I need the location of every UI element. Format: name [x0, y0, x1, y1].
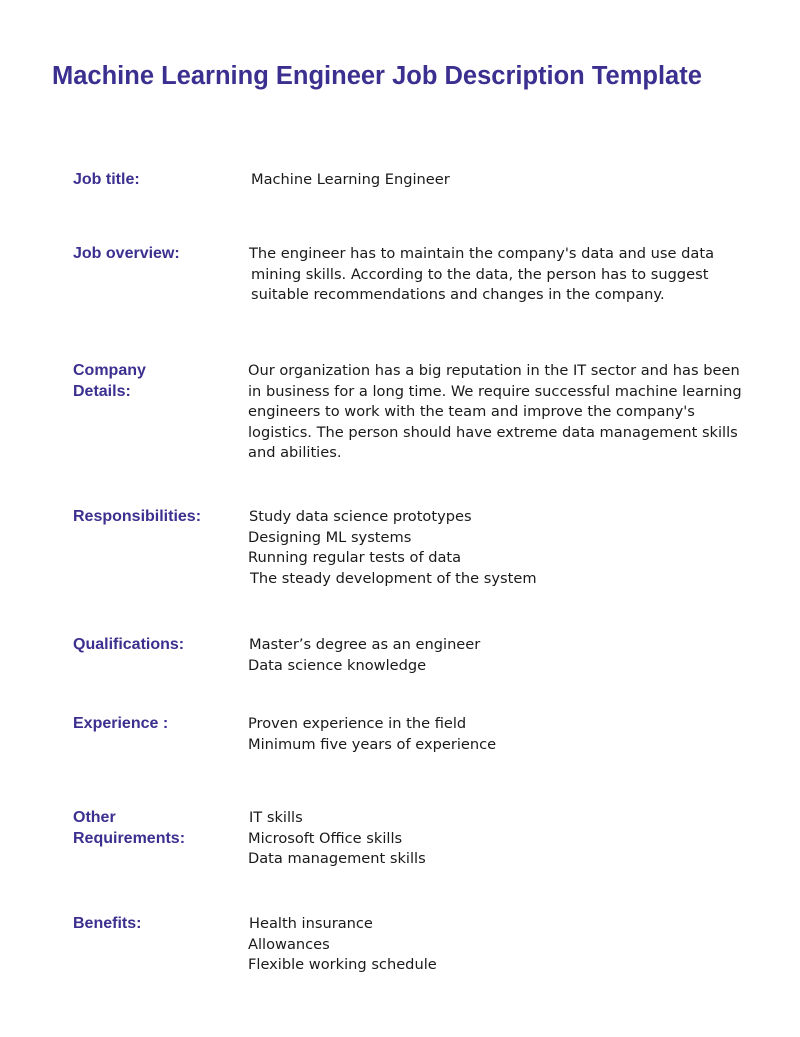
other-requirements-label-line: Other: [73, 809, 116, 826]
benefits-list: [248, 914, 748, 976]
list-item: Flexible working schedule: [248, 956, 437, 973]
job-overview-label: Job overview:: [73, 245, 180, 262]
list-item: Designing ML systems: [248, 528, 412, 546]
list-item: Allowances: [248, 935, 330, 953]
job-overview-line: suitable recommendations and changes in the company.: [251, 286, 665, 303]
experience-list: [248, 714, 748, 755]
responsibilities-content: [248, 507, 748, 589]
job-title-value: Machine Learning Engineer: [251, 171, 450, 188]
responsibilities-label: Responsibilities:: [73, 508, 202, 525]
benefits-label: Benefits:: [73, 915, 142, 932]
list-item: Study data science prototypes: [249, 508, 472, 525]
page-title: Machine Learning Engineer Job Description Template: [52, 62, 702, 90]
list-item: Proven experience in the field: [248, 715, 467, 732]
list-item: Minimum five years of experience: [248, 735, 497, 753]
list-item: Microsoft Office skills: [248, 829, 403, 847]
benefits-content: [248, 914, 748, 976]
job-overview-line: mining skills. According to the data, the person has to suggest: [251, 265, 709, 283]
company-details-line: engineers to work with the team and improve the company's: [248, 403, 695, 420]
company-details-label-line: Company: [73, 362, 146, 379]
other-requirements-label-line: Requirements:: [73, 829, 186, 847]
company-details-line: in business for a long time. We require successful machine learning: [248, 382, 742, 400]
job-title-content: [248, 170, 748, 191]
company-details-label-line: Details:: [73, 382, 131, 400]
qualifications-content: [248, 635, 748, 676]
company-details-line: and abilities.: [248, 444, 342, 461]
list-item: The steady development of the system: [250, 569, 537, 587]
responsibilities-list: [248, 507, 748, 589]
list-item: Health insurance: [249, 915, 373, 932]
list-item: Data management skills: [248, 850, 426, 867]
company-details-line: Our organization has a big reputation in the IT sector and has been: [248, 362, 740, 379]
experience-label: Experience :: [73, 715, 169, 732]
list-item: Running regular tests of data: [248, 549, 462, 566]
other-requirements-list: [248, 808, 748, 870]
job-overview-content: [248, 244, 748, 306]
experience-content: [248, 714, 748, 755]
company-details-content: [248, 361, 748, 464]
company-details-label: [73, 361, 146, 402]
other-requirements-label: [73, 808, 185, 849]
list-item: Data science knowledge: [248, 656, 427, 674]
list-item: IT skills: [249, 809, 303, 826]
company-details-line: logistics. The person should have extreme data management skills: [248, 423, 738, 441]
other-requirements-content: [248, 808, 748, 870]
qualifications-label: Qualifications:: [73, 636, 185, 653]
job-title-label: Job title:: [73, 171, 140, 188]
job-overview-line: The engineer has to maintain the company's data and use data: [249, 245, 715, 262]
list-item: Master’s degree as an engineer: [249, 636, 481, 653]
qualifications-list: [248, 635, 748, 676]
